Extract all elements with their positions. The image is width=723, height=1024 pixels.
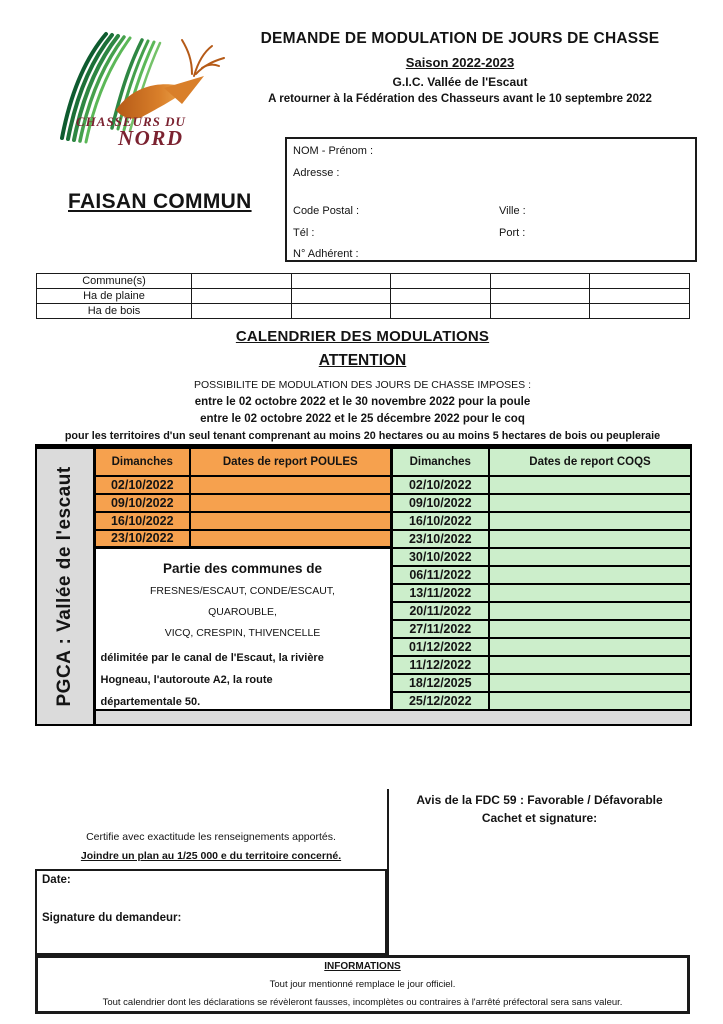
row-label-communes: Commune(s)	[37, 274, 192, 289]
calendar-row	[36, 548, 691, 566]
joindre-plan-line: Joindre un plan au 1/25 000 e du territoire concerné.	[80, 850, 342, 862]
coqs-report-cell	[489, 602, 691, 620]
coqs-report-cell	[489, 548, 691, 566]
communes-description-cell	[94, 548, 391, 710]
empty-cell	[291, 304, 391, 319]
empty-cell	[192, 304, 292, 319]
communes-title: Partie des communes de	[162, 561, 323, 576]
row-label-ha-bois: Ha de bois	[37, 304, 192, 319]
signature-label: Signature du demandeur:	[42, 912, 182, 924]
informations-line: Tout jour mentionné remplace le jour officiel.	[269, 979, 456, 990]
poules-report-cell	[190, 476, 391, 494]
calendar-footer-row	[36, 710, 691, 725]
empty-cell	[490, 274, 590, 289]
port-label: Port :	[499, 227, 526, 239]
row-label-ha-plaine: Ha de plaine	[37, 289, 192, 304]
empty-cell	[391, 274, 491, 289]
modulation-calendar-table	[35, 444, 692, 726]
gray-footer-strip	[94, 710, 691, 725]
calendar-heading-block	[35, 328, 690, 442]
coqs-report-cell	[489, 620, 691, 638]
coqs-date: 25/12/2022	[391, 692, 489, 710]
code-postal-label: Code Postal :	[293, 205, 360, 217]
coqs-date: 20/11/2022	[391, 602, 489, 620]
header	[222, 30, 698, 105]
certification-block	[35, 831, 387, 862]
boundary-line: Hogneau, l'autoroute A2, la route	[100, 674, 273, 686]
communes-line: QUAROUBLE,	[208, 606, 277, 618]
coqs-report-cell	[489, 656, 691, 674]
coqs-dimanches-header: Dimanches	[391, 447, 489, 476]
calendar-row	[36, 512, 691, 530]
empty-cell	[490, 289, 590, 304]
poules-date: 02/10/2022	[94, 476, 190, 494]
poules-report-cell	[190, 530, 391, 548]
calendar-row	[36, 530, 691, 548]
nom-prenom-label: NOM - Prénom :	[293, 145, 374, 157]
chasseurs-du-nord-logo	[46, 24, 228, 148]
date-label: Date:	[42, 874, 71, 886]
poules-date: 23/10/2022	[94, 530, 190, 548]
certifie-line: Certifie avec exactitude les renseignements apportés.	[86, 831, 336, 843]
coqs-report-cell	[489, 584, 691, 602]
empty-cell	[391, 289, 491, 304]
poules-report-cell	[190, 512, 391, 530]
pgca-side-band	[36, 447, 94, 725]
rule-poule: entre le 02 octobre 2022 et le 30 novembre 2022 pour la poule	[194, 396, 531, 408]
coqs-report-cell	[489, 566, 691, 584]
species-title: FAISAN COMMUN	[68, 190, 252, 213]
gic-subtitle: G.I.C. Vallée de l'Escaut	[392, 75, 528, 89]
empty-cell	[590, 274, 690, 289]
boundary-line: départementale 50.	[100, 696, 201, 708]
coqs-report-cell	[489, 674, 691, 692]
calendar-row	[36, 476, 691, 494]
coqs-report-cell	[489, 638, 691, 656]
coqs-date: 13/11/2022	[391, 584, 489, 602]
empty-cell	[590, 304, 690, 319]
coqs-report-header: Dates de report COQS	[489, 447, 691, 476]
contact-info-box	[285, 137, 697, 262]
coqs-report-cell	[489, 530, 691, 548]
date-signature-box	[35, 869, 387, 955]
adresse-label: Adresse :	[293, 167, 340, 179]
poules-report-header: Dates de report POULES	[190, 447, 391, 476]
empty-cell	[590, 289, 690, 304]
coqs-date: 06/11/2022	[391, 566, 489, 584]
communes-line: VICQ, CRESPIN, THIVENCELLE	[164, 627, 321, 639]
coqs-date: 16/10/2022	[391, 512, 489, 530]
cachet-signature-label: Cachet et signature:	[481, 811, 598, 825]
informations-title: INFORMATIONS	[324, 961, 401, 972]
calendar-row	[36, 494, 691, 512]
empty-cell	[291, 274, 391, 289]
logo-text-line2: NORD	[118, 126, 184, 148]
coqs-date: 18/12/2025	[391, 674, 489, 692]
coqs-report-cell	[489, 476, 691, 494]
coqs-date: 02/10/2022	[391, 476, 489, 494]
territory-note: pour les territoires d'un seul tenant comprenant au moins 20 hectares ou au moins 5 hectares de bois ou peupleraie	[64, 430, 661, 442]
page-title: DEMANDE DE MODULATION DE JOURS DE CHASSE	[260, 30, 660, 47]
empty-cell	[291, 289, 391, 304]
season-subtitle: Saison 2022-2023	[405, 55, 515, 70]
return-deadline-note: A retourner à la Fédération des Chasseurs avant le 10 septembre 2022	[268, 93, 652, 105]
empty-cell	[192, 289, 292, 304]
informations-box	[35, 955, 690, 1014]
coqs-report-cell	[489, 494, 691, 512]
num-adherent-label: N° Adhérent :	[293, 248, 359, 260]
informations-line: Tout calendrier dont les déclarations se révèleront fausses, incomplètes ou contraires à l'arrêté préfectoral sera sans valeur.	[102, 997, 623, 1008]
logo-text-line1: CHASSEURS DU	[76, 114, 186, 129]
empty-cell	[490, 304, 590, 319]
ville-label: Ville :	[499, 205, 526, 217]
tel-label: Tél :	[293, 227, 315, 239]
coqs-report-cell	[489, 512, 691, 530]
coqs-date: 30/10/2022	[391, 548, 489, 566]
avis-label: Avis de la FDC 59 : Favorable / Défavorable	[416, 793, 663, 807]
coqs-date: 01/12/2022	[391, 638, 489, 656]
commune-area-table	[36, 273, 690, 319]
coqs-date: 27/11/2022	[391, 620, 489, 638]
calendar-header-row	[36, 447, 691, 476]
table-row	[37, 274, 690, 289]
calendar-title: CALENDRIER DES MODULATIONS	[235, 328, 490, 345]
empty-cell	[192, 274, 292, 289]
table-row	[37, 289, 690, 304]
table-row	[37, 304, 690, 319]
empty-cell	[391, 304, 491, 319]
poules-dimanches-header: Dimanches	[94, 447, 190, 476]
coqs-date: 11/12/2022	[391, 656, 489, 674]
coqs-date: 23/10/2022	[391, 530, 489, 548]
pgca-vertical-label: PGCA : Vallée de l'escaut	[53, 466, 75, 707]
poules-date: 09/10/2022	[94, 494, 190, 512]
attention-title: ATTENTION	[318, 352, 407, 369]
rule-coq: entre le 02 octobre 2022 et le 25 décembre 2022 pour le coq	[200, 413, 525, 425]
coqs-report-cell	[489, 692, 691, 710]
fdc-approval-box	[387, 789, 690, 955]
communes-line: FRESNES/ESCAUT, CONDE/ESCAUT,	[150, 585, 335, 597]
possibility-note: POSSIBILITE DE MODULATION DES JOURS DE CHASSE IMPOSES :	[193, 379, 532, 391]
poules-date: 16/10/2022	[94, 512, 190, 530]
boundary-line: délimitée par le canal de l'Escaut, la rivière	[100, 652, 324, 664]
poules-report-cell	[190, 494, 391, 512]
coqs-date: 09/10/2022	[391, 494, 489, 512]
